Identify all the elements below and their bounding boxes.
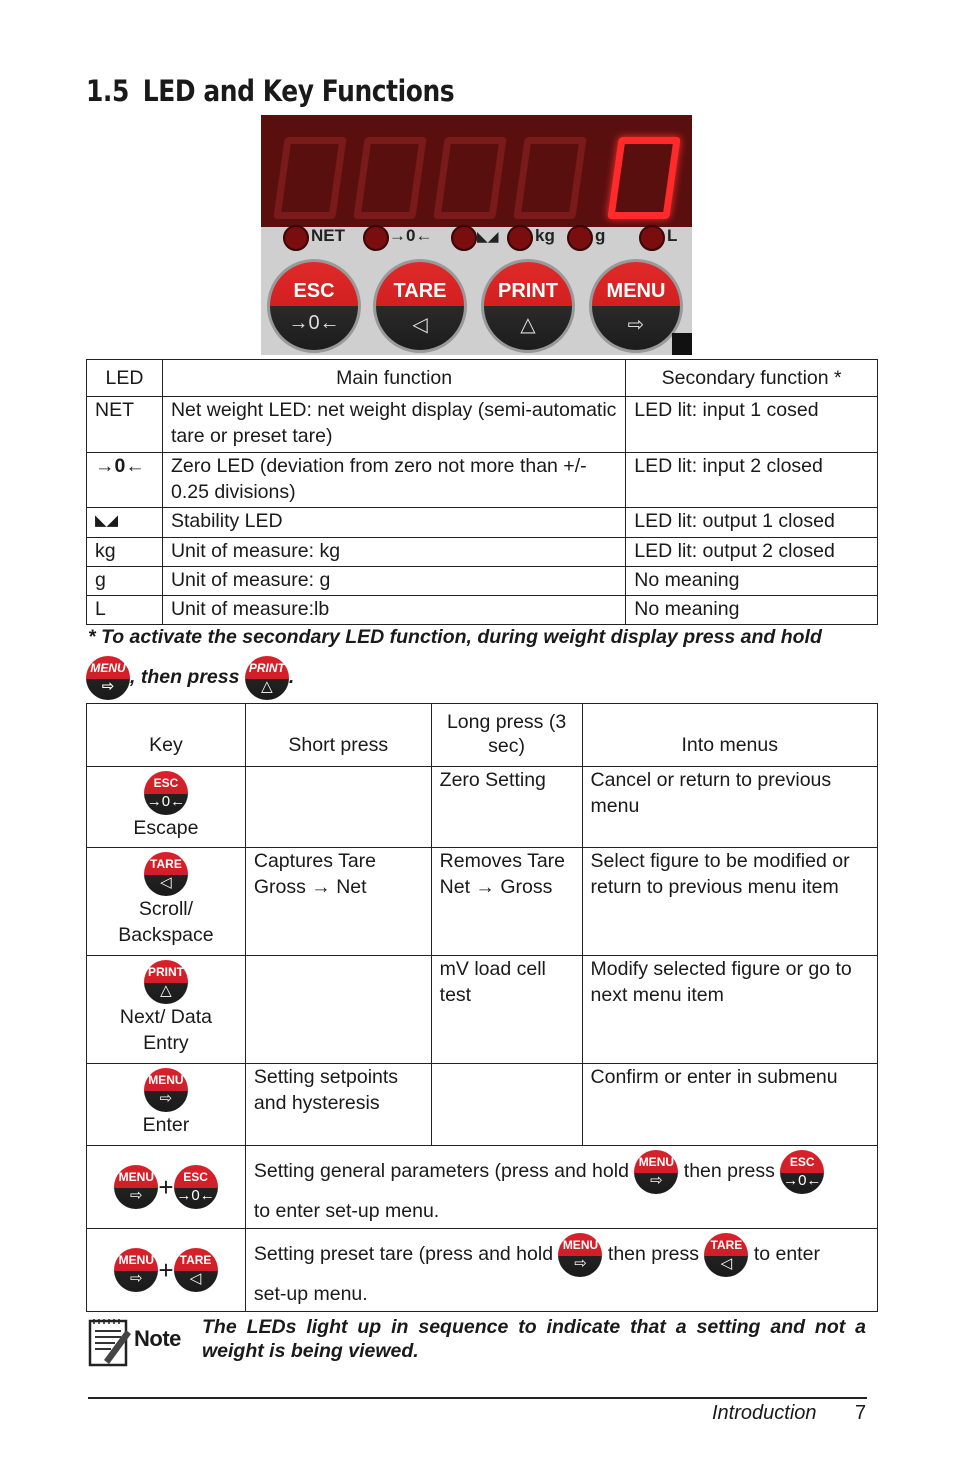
table-header-row [87, 360, 878, 397]
led-dot [363, 225, 389, 251]
key-cell [87, 767, 246, 848]
led-indicator-row [281, 223, 681, 251]
key-combo-cell [87, 1146, 246, 1229]
activation-note-line2 [86, 656, 294, 700]
menus-cell: Select figure to be modified or return to previous menu item [582, 848, 877, 956]
footer-page-number: 7 [855, 1402, 867, 1424]
key-name: Scroll/ Backspace [118, 898, 214, 946]
display-digit-lit [607, 137, 681, 219]
seven-segment-display [261, 115, 692, 227]
menu-key-icon: MENU ⇨ [114, 1165, 158, 1209]
esc-key: ESC →0← [267, 259, 361, 353]
tare-key-icon: TARE ◁ [174, 1248, 218, 1292]
menu-key-icon: MENU ⇨ [634, 1150, 678, 1194]
tare-key-icon: TARE ◁ [704, 1233, 748, 1277]
combo-text: to enter set-up menu. [253, 1200, 440, 1222]
combo-text: Setting general parameters (press and hold [253, 1160, 629, 1183]
panel-corner [672, 333, 692, 355]
notepad-icon [88, 1316, 132, 1368]
main-function-cell: Unit of measure:lb [162, 596, 625, 625]
short-press-cell [245, 956, 431, 1064]
long-press-cell: Zero Setting [431, 767, 582, 848]
menu-key-icon: MENU ⇨ [144, 1068, 188, 1112]
indicator-panel-photo [261, 115, 692, 355]
main-function-cell: Net weight LED: net weight display (semi-automatic tare or preset tare) [162, 397, 625, 453]
activation-note-line1: * To activate the secondary LED function, during weight display press and hold [88, 626, 822, 648]
column-header: Secondary function * [626, 360, 878, 397]
column-header: Main function [162, 360, 625, 397]
key-cell [87, 956, 246, 1064]
table-row [87, 767, 878, 848]
menus-cell: Modify selected figure or go to next menu item [582, 956, 877, 1064]
combo-text: then press [683, 1160, 775, 1183]
long-press-cell: Removes Tare Net → Gross [431, 848, 582, 956]
led-cell: ◣◢ [87, 508, 163, 538]
table-row [87, 956, 878, 1064]
section-title: LED and Key Functions [142, 74, 455, 108]
column-header: Into menus [582, 704, 877, 767]
led-label: ◣◢ [477, 228, 499, 244]
table-row [87, 1064, 878, 1146]
led-cell: kg [87, 538, 163, 567]
short-press-cell: Captures Tare Gross → Net [245, 848, 431, 956]
key-cell [87, 848, 246, 956]
menu-key-icon: MENU ⇨ [114, 1248, 158, 1292]
menu-key-icon: MENU ⇨ [86, 656, 130, 700]
section-number: 1.5 [86, 74, 129, 108]
led-function-table [86, 359, 878, 625]
esc-key-icon: ESC →0← [144, 771, 188, 815]
main-function-cell: Zero LED (deviation from zero not more than +/- 0.25 divisions) [162, 453, 625, 508]
key-name: Enter [142, 1114, 190, 1136]
combo-text: set-up menu. [253, 1283, 368, 1305]
combo-description [245, 1229, 877, 1312]
led-cell: L [87, 596, 163, 625]
display-digit-off [273, 137, 347, 219]
led-dot [639, 225, 665, 251]
secondary-function-cell: LED lit: input 2 closed [626, 453, 878, 508]
print-key: PRINT △ [481, 259, 575, 353]
combo-text: Setting preset tare (press and hold [253, 1243, 554, 1266]
display-digit-off [433, 137, 507, 219]
main-function-cell: Unit of measure: kg [162, 538, 625, 567]
led-cell: g [87, 567, 163, 596]
key-function-table [86, 703, 878, 1312]
led-label: kg [535, 226, 555, 245]
short-press-cell [245, 767, 431, 848]
table-row [87, 508, 878, 538]
footer-divider [88, 1397, 867, 1399]
led-dot [451, 225, 477, 251]
table-row-combo-general [87, 1146, 878, 1229]
section-heading [86, 74, 454, 108]
led-label: →0← [389, 226, 433, 245]
led-cell: NET [87, 397, 163, 453]
table-row [87, 397, 878, 453]
main-function-cell: Unit of measure: g [162, 567, 625, 596]
combo-text: to enter [753, 1243, 820, 1266]
tare-key-icon: TARE ◁ [144, 852, 188, 896]
combo-description [245, 1146, 877, 1229]
table-header-row [87, 704, 878, 767]
esc-key-icon: ESC →0← [174, 1165, 218, 1209]
menus-cell: Confirm or enter in submenu [582, 1064, 877, 1146]
column-header: Key [87, 704, 246, 767]
column-header: LED [87, 360, 163, 397]
long-press-cell [431, 1064, 582, 1146]
display-digit-off [353, 137, 427, 219]
combo-text: then press [607, 1243, 699, 1266]
led-dot [283, 225, 309, 251]
plus-sign: + [158, 1172, 174, 1202]
tare-key: TARE ◁ [373, 259, 467, 353]
led-dot [507, 225, 533, 251]
short-press-cell: Setting setpoints and hysteresis [245, 1064, 431, 1146]
note-text: The LEDs light up in sequence to indicate that a setting and not a weight is being viewed. [202, 1316, 866, 1362]
table-row [87, 596, 878, 625]
menu-key-icon: MENU ⇨ [558, 1233, 602, 1277]
footer-section: Introduction [712, 1402, 817, 1424]
key-cell [87, 1064, 246, 1146]
main-function-cell: Stability LED [162, 508, 625, 538]
menus-cell: Cancel or return to previous menu [582, 767, 877, 848]
led-label: NET [311, 226, 345, 245]
table-row [87, 567, 878, 596]
led-cell: →0← [87, 453, 163, 508]
table-row-combo-preset [87, 1229, 878, 1312]
key-combo-cell [87, 1229, 246, 1312]
print-key-icon: PRINT △ [144, 960, 188, 1004]
table-row [87, 453, 878, 508]
esc-key-icon: ESC →0← [780, 1150, 824, 1194]
secondary-function-cell: LED lit: output 1 closed [626, 508, 878, 538]
led-label: L [667, 226, 678, 245]
activation-note-end: . [288, 666, 295, 689]
table-row [87, 848, 878, 956]
activation-note-mid: , then press [130, 666, 240, 689]
menu-key: MENU ⇨ [589, 259, 683, 353]
led-dot [567, 225, 593, 251]
secondary-function-cell: No meaning [626, 567, 878, 596]
led-label: g [595, 226, 606, 245]
secondary-function-cell: No meaning [626, 596, 878, 625]
long-press-cell: mV load cell test [431, 956, 582, 1064]
secondary-function-cell: LED lit: output 2 closed [626, 538, 878, 567]
print-key-icon: PRINT △ [245, 656, 289, 700]
column-header: Short press [245, 704, 431, 767]
key-name: Next/ Data Entry [119, 1006, 212, 1054]
secondary-function-cell: LED lit: input 1 cosed [626, 397, 878, 453]
note-label: Note [134, 1326, 181, 1351]
key-name: Escape [133, 817, 199, 839]
column-header: Long press (3 sec) [431, 704, 582, 767]
display-digit-off [513, 137, 587, 219]
plus-sign: + [158, 1255, 174, 1285]
table-row [87, 538, 878, 567]
